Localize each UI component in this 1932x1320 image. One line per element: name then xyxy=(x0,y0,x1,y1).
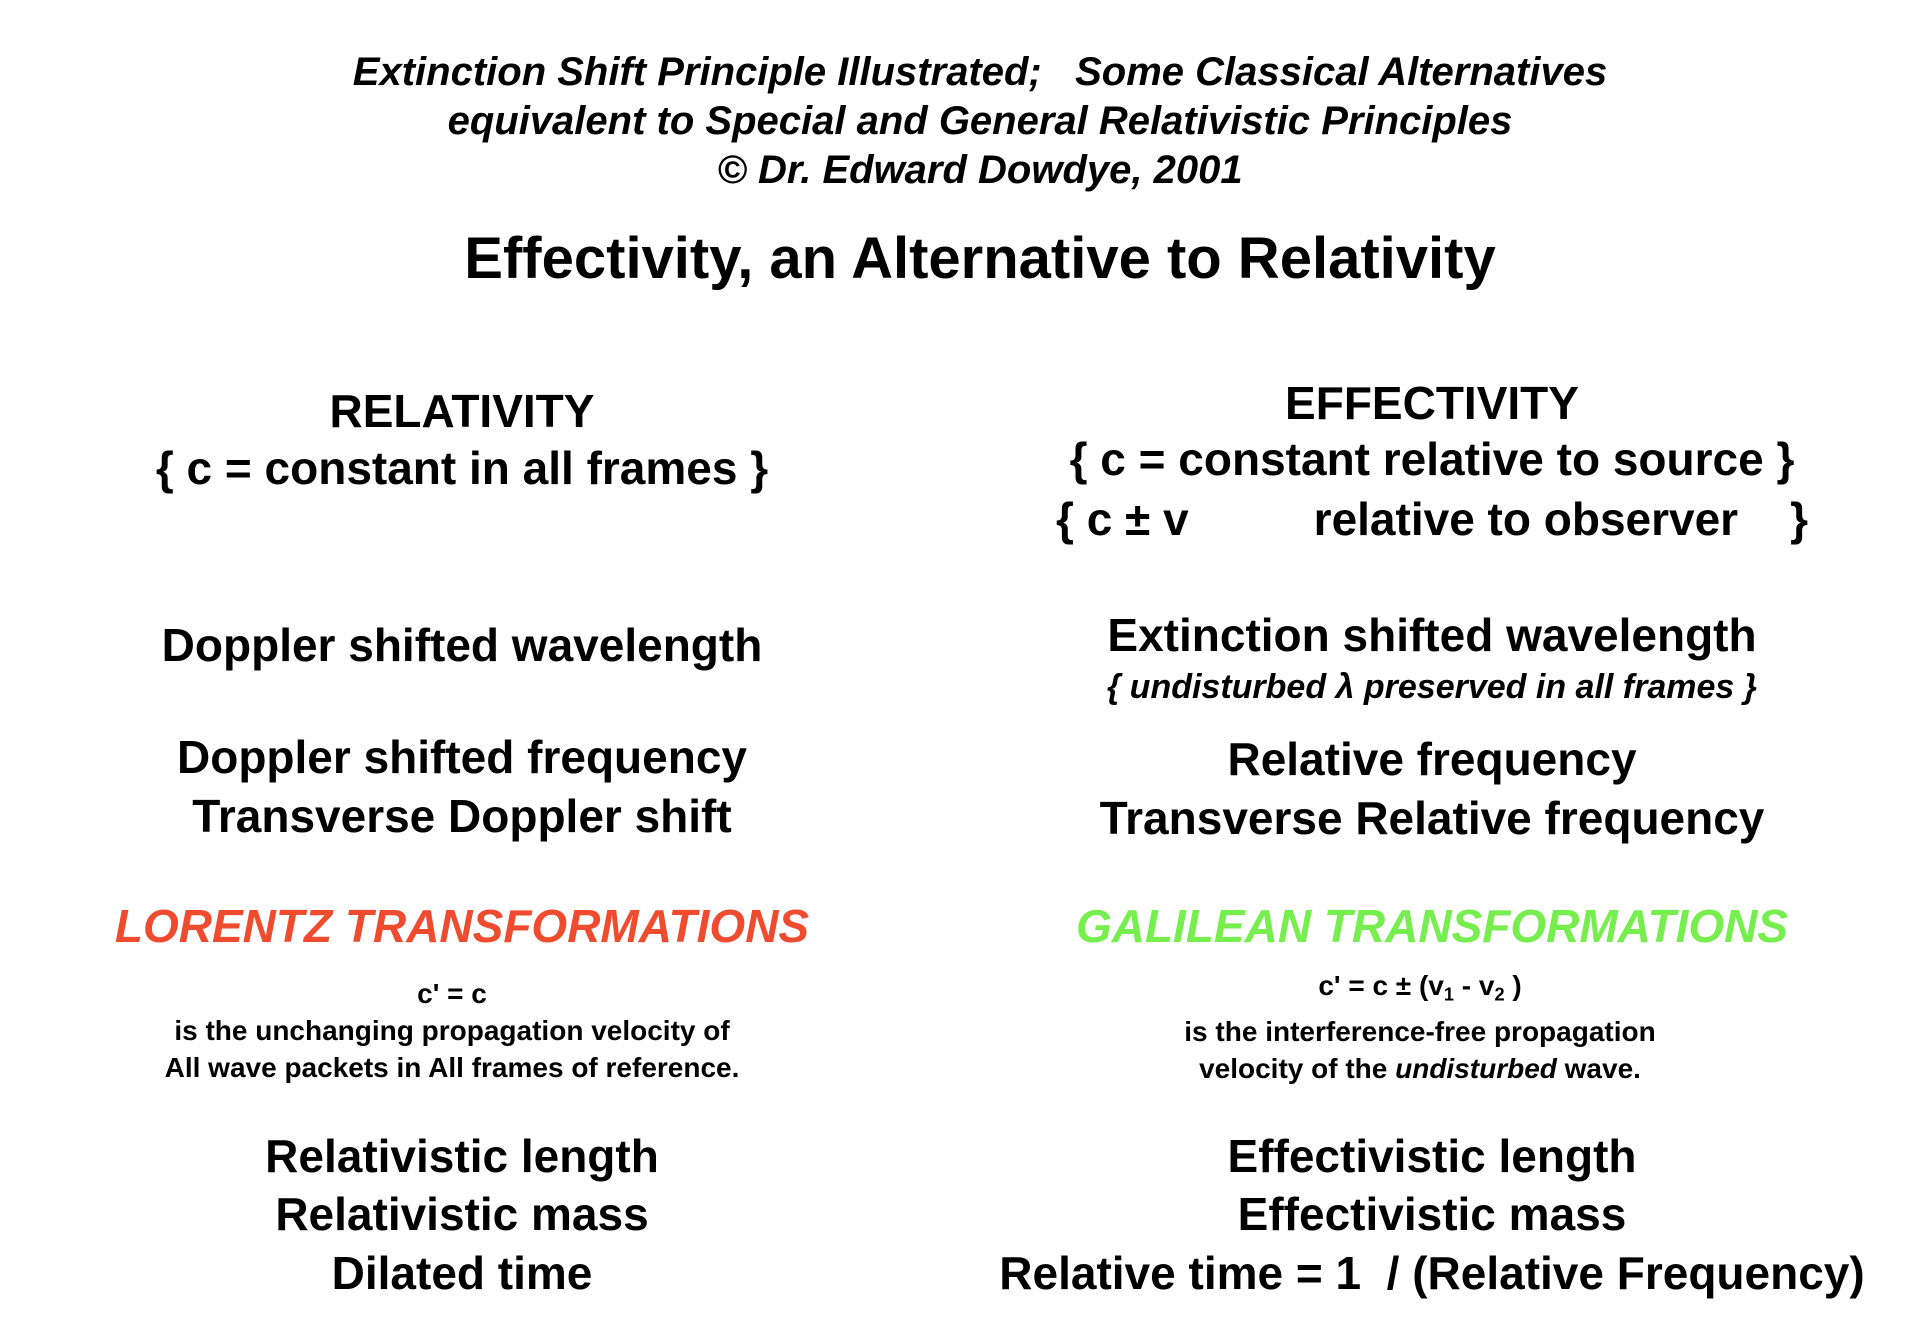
relativity-description-line-1: is the unchanging propagation velocity of xyxy=(174,1015,730,1046)
effectivity-heading: EFFECTIVITY xyxy=(1285,377,1579,429)
relativity-transverse: Transverse Doppler shift xyxy=(192,790,732,842)
header-line-2: equivalent to Special and General Relativistic Principles xyxy=(447,99,1513,143)
effectivity-equation xyxy=(1318,970,1522,1005)
effectivity-principle-line-2-velocity: { c ± v xyxy=(1056,493,1189,545)
effectivity-mass: Effectivistic mass xyxy=(1237,1188,1627,1240)
effectivity-wavelength: Extinction shifted wavelength xyxy=(1107,609,1757,661)
galilean-transformations-heading: GALILEAN TRANSFORMATIONS xyxy=(1075,900,1789,952)
relativity-equation: c' = c xyxy=(417,978,487,1009)
effectivity-principle-line-1: { c = constant relative to source } xyxy=(1069,433,1795,485)
effectivity-time: Relative time = 1 / (Relative Frequency) xyxy=(999,1247,1865,1299)
lorentz-transformations-heading: LORENTZ TRANSFORMATIONS xyxy=(114,900,810,952)
effectivity-frequency: Relative frequency xyxy=(1227,733,1637,785)
effectivity-wavelength-note: { undisturbed λ preserved in all frames } xyxy=(1106,668,1758,706)
relativity-heading: RELATIVITY xyxy=(329,385,595,437)
header-copyright: © Dr. Edward Dowdye, 2001 xyxy=(717,148,1243,192)
relativity-frequency: Doppler shifted frequency xyxy=(177,731,747,783)
equation-part-c: ) xyxy=(1504,970,1522,1001)
effectivity-principle-line-2 xyxy=(1056,493,1808,545)
effectivity-principle-line-2-relation: relative to observer xyxy=(1313,493,1739,545)
desc-line-2-start: velocity of the xyxy=(1199,1053,1396,1084)
equation-part-a: c' = c ± (v xyxy=(1318,970,1444,1001)
equation-subscript-1: 1 xyxy=(1443,984,1454,1005)
effectivity-transverse: Transverse Relative frequency xyxy=(1099,792,1765,844)
equation-subscript-2: 2 xyxy=(1494,984,1505,1005)
relativity-time: Dilated time xyxy=(331,1247,593,1299)
relativity-mass: Relativistic mass xyxy=(275,1188,649,1240)
relativity-length: Relativistic length xyxy=(265,1130,659,1182)
desc-line-2-end: wave. xyxy=(1556,1053,1641,1084)
effectivity-principle-line-2-close: } xyxy=(1790,493,1808,545)
relativity-description-line-2: All wave packets in All frames of reference. xyxy=(164,1052,740,1083)
relativity-wavelength: Doppler shifted wavelength xyxy=(161,619,763,671)
equation-part-b: - v xyxy=(1453,970,1495,1001)
header-line-1: Extinction Shift Principle Illustrated; Some Classical Alternatives xyxy=(352,50,1608,94)
effectivity-description-line-2 xyxy=(1199,1055,1641,1083)
page-title: Effectivity, an Alternative to Relativity xyxy=(464,226,1496,291)
effectivity-length: Effectivistic length xyxy=(1227,1130,1637,1182)
desc-line-2-emphasis: undisturbed xyxy=(1395,1053,1557,1084)
relativity-principle: { c = constant in all frames } xyxy=(155,442,769,494)
effectivity-description-line-1: is the interference-free propagation xyxy=(1184,1016,1656,1047)
